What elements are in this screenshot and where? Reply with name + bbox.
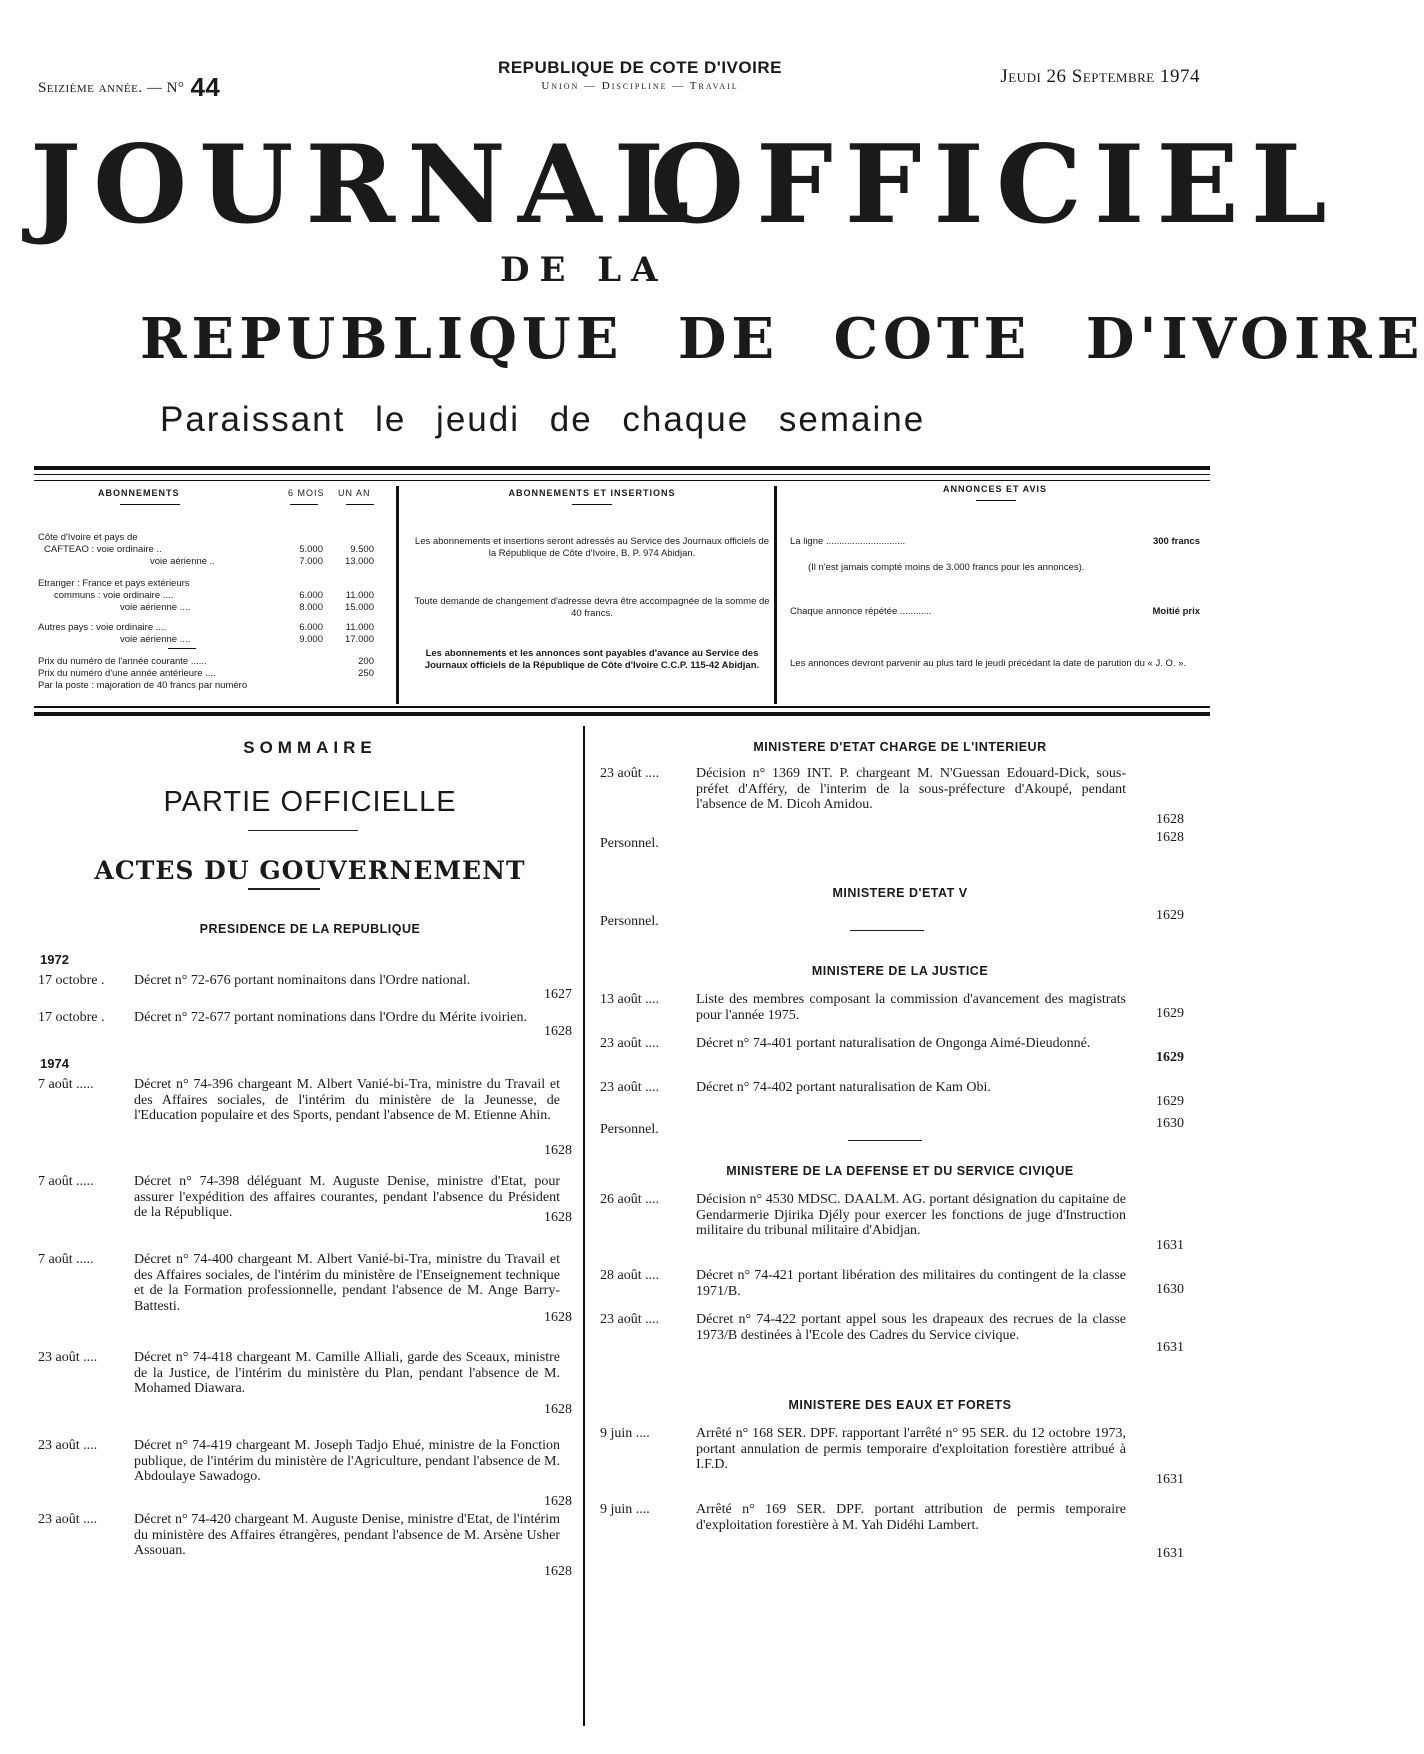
top-rule-thick xyxy=(34,466,1210,470)
list-item[interactable] xyxy=(600,830,1210,854)
entry-text: Arrêté n° 169 SER. DPF. portant attribution de permis temporaire d'exploitation forestière à M. Yah Didéhi Lambert. xyxy=(696,1502,1126,1533)
annonces-underline xyxy=(976,500,1016,501)
entry-date: 7 août ..... xyxy=(38,1174,94,1189)
list-item[interactable] xyxy=(600,1192,1210,1258)
entry-date: 23 août .... xyxy=(600,766,660,781)
entry-date: 28 août .... xyxy=(600,1268,660,1283)
annonces-note: (Il n'est jamais compté moins de 3.000 francs pour les annonces). xyxy=(808,562,1085,573)
entry-text: Liste des membres composant la commission d'avancement des magistrats pour l'année 1975. xyxy=(696,992,1126,1023)
entry-page: 1628 xyxy=(544,1402,572,1417)
price-label: Prix du numéro d'une année antérieure .... xyxy=(38,668,216,679)
entry-page: 1630 xyxy=(1156,1116,1184,1131)
entry-date: 9 juin .... xyxy=(600,1502,650,1517)
entry-page: 1629 xyxy=(1156,1050,1184,1065)
row-6mois: 6.000 xyxy=(299,590,323,601)
entry-text: Décret n° 72-676 portant nominaitons dans l'Ordre national. xyxy=(134,973,471,988)
entry-text: Décret n° 74-396 chargeant M. Albert Vanié-bi-Tra, ministre du Travail et des Affaires sociales, de l'intérim du ministère de la Jeunesse, de l'Education populaire et des Sports, pendant l'absence de M. Etienne Ahin. xyxy=(134,1077,560,1123)
row-separator xyxy=(168,648,196,649)
list-item[interactable] xyxy=(600,766,1210,836)
entry-date: 23 août .... xyxy=(38,1512,98,1527)
list-item[interactable] xyxy=(38,1512,578,1582)
entry-text: Décret n° 74-421 portant libération des militaires du contingent de la classe 1971/B. xyxy=(696,1268,1126,1299)
repeat-label: Chaque annonce répétée ............ xyxy=(790,606,932,617)
entry-text: Décision n° 1369 INT. P. chargeant M. N'Guessan Edouard-Dick, sous-préfet d'Afféry, de l'interim de la sous-préfecture d'Akoupé, pendant l'absence de M. Dicoh Amidou. xyxy=(696,766,1126,812)
row-6mois: 5.000 xyxy=(299,544,323,555)
subscriptions-heading: ABONNEMENTS xyxy=(98,488,180,498)
row-1an: 11.000 xyxy=(345,622,374,633)
personnel-label: Personnel. xyxy=(600,914,659,929)
list-item[interactable] xyxy=(38,1438,578,1522)
row-1an: 13.000 xyxy=(344,556,374,567)
col-1an: UN AN xyxy=(338,488,371,498)
section-presidence: PRESIDENCE DE LA REPUBLIQUE xyxy=(199,922,421,936)
section-etat-v: MINISTERE D'ETAT V xyxy=(832,886,968,900)
actes-underline xyxy=(248,888,320,890)
entry-text: Décret n° 74-418 chargeant M. Camille Alliali, garde des Sceaux, ministre de la Justice, de l'intérim du ministère du Plan, pendant l'absence de M. Mohamed Diawara. xyxy=(134,1350,560,1396)
entry-page: 1629 xyxy=(1156,1094,1184,1109)
entry-text: Décret n° 74-419 chargeant M. Joseph Tadjo Ehué, ministre de la Fonction publique, de l'intérim du ministère de l'Agriculture, pendant l'absence de M. Abdoulaye Sawadogo. xyxy=(134,1438,560,1484)
price-label: Par la poste : majoration de 40 francs par numéro xyxy=(38,680,248,691)
insertions-p2: Toute demande de changement d'adresse devra être accompagnée de la somme de 40 francs. xyxy=(414,596,770,619)
annonces-deadline: Les annonces devront parvenir au plus tard le jeudi précédant la date de parution du « J. O. ». xyxy=(790,658,1187,669)
entry-text: Décret n° 74-400 chargeant M. Albert Vanié-bi-Tra, ministre du Travail et des Affaires sociales, de l'intérim du ministère de l'Enseignement technique et de la Formation professionnelle, pendant l'absence de M. Ange Barry-Battesti. xyxy=(134,1252,560,1314)
entry-page: 1631 xyxy=(1156,1472,1184,1487)
entry-date: 26 août .... xyxy=(600,1192,660,1207)
list-item[interactable] xyxy=(38,1010,578,1044)
entry-page: 1631 xyxy=(1156,1340,1184,1355)
republic-title: REPUBLIQUE DE COTE D'IVOIRE xyxy=(498,58,782,77)
masthead-officiel: OFFICIEL xyxy=(650,122,1339,248)
col2-underline xyxy=(346,504,374,505)
personnel-label: Personnel. xyxy=(600,1122,659,1137)
row-1an: 17.000 xyxy=(344,634,374,645)
row-1an: 15.000 xyxy=(344,602,374,613)
top-rule-thin-2 xyxy=(34,480,1210,481)
year-1972: 1972 xyxy=(40,952,69,967)
separator xyxy=(850,930,924,931)
list-item[interactable] xyxy=(38,1252,578,1336)
row-label: voie aérienne .. xyxy=(150,556,215,567)
actes-du-gouvernement: ACTES DU GOUVERNEMENT xyxy=(94,856,526,885)
partie-underline xyxy=(248,830,358,831)
entry-page: 1627 xyxy=(544,987,572,1002)
list-item[interactable] xyxy=(600,1312,1210,1362)
row-label: voie aérienne .... xyxy=(120,634,191,645)
section-justice: MINISTERE DE LA JUSTICE xyxy=(811,964,989,978)
entry-page: 1628 xyxy=(1156,812,1184,827)
ligne-value: 300 francs xyxy=(1152,536,1200,547)
list-item[interactable] xyxy=(38,1174,578,1240)
section-eaux-forets: MINISTERE DES EAUX ET FORETS xyxy=(788,1398,1012,1412)
entry-date: 23 août .... xyxy=(600,1080,660,1095)
repeat-value: Moitié prix xyxy=(1152,606,1200,617)
masthead xyxy=(30,122,1339,248)
col-6mois: 6 MOIS xyxy=(288,488,325,498)
entry-page: 1628 xyxy=(544,1024,572,1039)
entry-date: 13 août .... xyxy=(600,992,660,1007)
entry-page: 1629 xyxy=(1156,1006,1184,1021)
list-item[interactable] xyxy=(600,1426,1210,1496)
column-divider xyxy=(583,726,585,1726)
section-defense: MINISTERE DE LA DEFENSE ET DU SERVICE CIVIQUE xyxy=(726,1164,1074,1178)
box-divider-2 xyxy=(774,486,777,704)
entry-date: 7 août ..... xyxy=(38,1077,94,1092)
entry-date: 17 octobre . xyxy=(38,1010,105,1025)
personnel-label: Personnel. xyxy=(600,836,659,851)
col1-underline xyxy=(290,504,318,505)
row-label: Autres pays : voie ordinaire .... xyxy=(38,622,167,633)
section-interieur: MINISTERE D'ETAT CHARGE DE L'INTERIEUR xyxy=(753,740,1047,754)
entry-page: 1629 xyxy=(1156,908,1184,923)
row-label: Côte d'Ivoire et pays de xyxy=(38,532,138,543)
list-item[interactable] xyxy=(600,992,1210,1026)
bottom-rule-thin xyxy=(34,706,1210,708)
entry-date: 7 août ..... xyxy=(38,1252,94,1267)
insertions-box xyxy=(412,488,772,702)
row-1an: 11.000 xyxy=(345,590,374,601)
masthead-tagline: Paraissant le jeudi de chaque semaine xyxy=(160,400,926,439)
ligne-label: La ligne .............................. xyxy=(790,536,906,547)
entry-text: Décret n° 74-420 chargeant M. Auguste Denise, ministre d'Etat, de l'intérim du ministère des Affaires étrangères, pendant l'absence de M. Arsène Usher Assouan. xyxy=(134,1512,560,1558)
list-item[interactable] xyxy=(600,1268,1210,1302)
subscriptions-box xyxy=(38,488,400,702)
annonces-heading: ANNONCES ET AVIS xyxy=(942,484,1047,494)
row-label: voie aérienne .... xyxy=(120,602,191,613)
entry-page: 1630 xyxy=(1156,1282,1184,1297)
sommaire-title: SOMMAIRE xyxy=(243,738,377,757)
row-6mois: 9.000 xyxy=(299,634,323,645)
row-label: communs : voie ordinaire .... xyxy=(54,590,174,601)
edition-number: 44 xyxy=(190,72,221,102)
row-label: Etranger : France et pays extérieurs xyxy=(38,578,190,589)
entry-page: 1628 xyxy=(544,1494,572,1509)
row-6mois: 6.000 xyxy=(299,622,323,633)
list-item[interactable] xyxy=(600,1502,1210,1568)
annonces-box xyxy=(790,484,1200,702)
year-1974: 1974 xyxy=(40,1056,69,1071)
separator xyxy=(848,1140,922,1141)
row-label: CAFTEAO : voie ordinaire .. xyxy=(44,544,162,555)
list-item[interactable] xyxy=(38,973,578,1007)
bottom-rule-thick xyxy=(34,712,1210,716)
entry-date: 23 août .... xyxy=(600,1036,660,1051)
entry-text: Arrêté n° 168 SER. DPF. rapportant l'arrêté n° 95 SER. du 12 octobre 1973, portant annulation de permis temporaire d'exploitation forestière attribué à I.F.D. xyxy=(696,1426,1126,1472)
entry-page: 1628 xyxy=(544,1143,572,1158)
annonces-ligne xyxy=(790,536,1200,547)
entry-page: 1628 xyxy=(544,1210,572,1225)
entry-text: Décret n° 74-402 portant naturalisation de Kam Obi. xyxy=(696,1080,991,1095)
entry-date: 23 août .... xyxy=(38,1438,98,1453)
republic-header xyxy=(430,58,850,92)
entry-text: Décision n° 4530 MDSC. DAALM. AG. portant désignation du capitaine de Gendarmerie Djirika Djély pour exercer les fonctions de juge d'Instruction militaire du tribunal militaire d'Abidjan. xyxy=(696,1192,1126,1238)
entry-page: 1628 xyxy=(544,1564,572,1579)
masthead-journal: JOURNAL xyxy=(30,122,702,248)
entry-page: 1628 xyxy=(544,1310,572,1325)
row-6mois: 8.000 xyxy=(299,602,323,613)
entry-page: 1631 xyxy=(1156,1546,1184,1561)
list-item[interactable] xyxy=(38,1350,578,1434)
top-rule-thin xyxy=(34,474,1210,475)
edition-text: Seizième année. — N° xyxy=(38,80,185,96)
entry-text: Décret n° 74-422 portant appel sous les drapeaux des recrues de la classe 1973/B destinées à l'Ecole des Cadres du Service civique. xyxy=(696,1312,1126,1343)
list-item[interactable] xyxy=(600,1116,1210,1140)
entry-text: Décret n° 72-677 portant nominations dans l'Ordre du Mérite ivoirien. xyxy=(134,1010,528,1025)
entry-date: 9 juin .... xyxy=(600,1426,650,1441)
issue-date: Jeudi 26 Septembre 1974 xyxy=(1000,66,1200,87)
price-value: 250 xyxy=(358,668,374,679)
entry-text: Décret n° 74-401 portant naturalisation de Ongonga Aimé-Dieudonné. xyxy=(696,1036,1091,1051)
heading-underline xyxy=(120,504,180,505)
entry-text: Décret n° 74-398 déléguant M. Auguste Denise, ministre d'Etat, pour assurer l'expédition des affaires courantes, pendant l'absence du Président de la République. xyxy=(134,1174,560,1220)
masthead-republic: REPUBLIQUE DE COTE D'IVOIRE xyxy=(140,306,1424,372)
entry-date: 23 août .... xyxy=(38,1350,98,1365)
price-label: Prix du numéro de l'année courante ...... xyxy=(38,656,207,667)
edition-label xyxy=(38,72,220,103)
entry-page: 1631 xyxy=(1156,1238,1184,1253)
list-item[interactable] xyxy=(600,1080,1210,1114)
list-item[interactable] xyxy=(600,1036,1210,1070)
price-value: 200 xyxy=(358,656,374,667)
entry-page: 1628 xyxy=(1156,830,1184,845)
row-1an: 9.500 xyxy=(350,544,374,555)
list-item[interactable] xyxy=(38,1077,578,1161)
annonces-repeat xyxy=(790,606,1200,617)
row-6mois: 7.000 xyxy=(299,556,323,567)
insertions-p3: Les abonnements et les annonces sont payables d'avance au Service des Journaux officiels de la République de Côte d'Ivoire C.C.P. 115-42 Abidjan. xyxy=(424,648,760,671)
entry-date: 23 août .... xyxy=(600,1312,660,1327)
entry-date: 17 octobre . xyxy=(38,973,105,988)
insertions-heading: ABONNEMENTS ET INSERTIONS xyxy=(508,488,676,498)
partie-officielle: PARTIE OFFICIELLE xyxy=(163,786,457,818)
insertions-underline xyxy=(572,504,612,505)
motto: Union — Discipline — Travail xyxy=(541,80,739,92)
insertions-p1: Les abonnements et insertions seront adressés au Service des Journaux officiels de la République de Côte d'Ivoire, B. P. 974 Abidjan. xyxy=(414,536,770,559)
masthead-de-la: DE LA xyxy=(500,250,668,290)
